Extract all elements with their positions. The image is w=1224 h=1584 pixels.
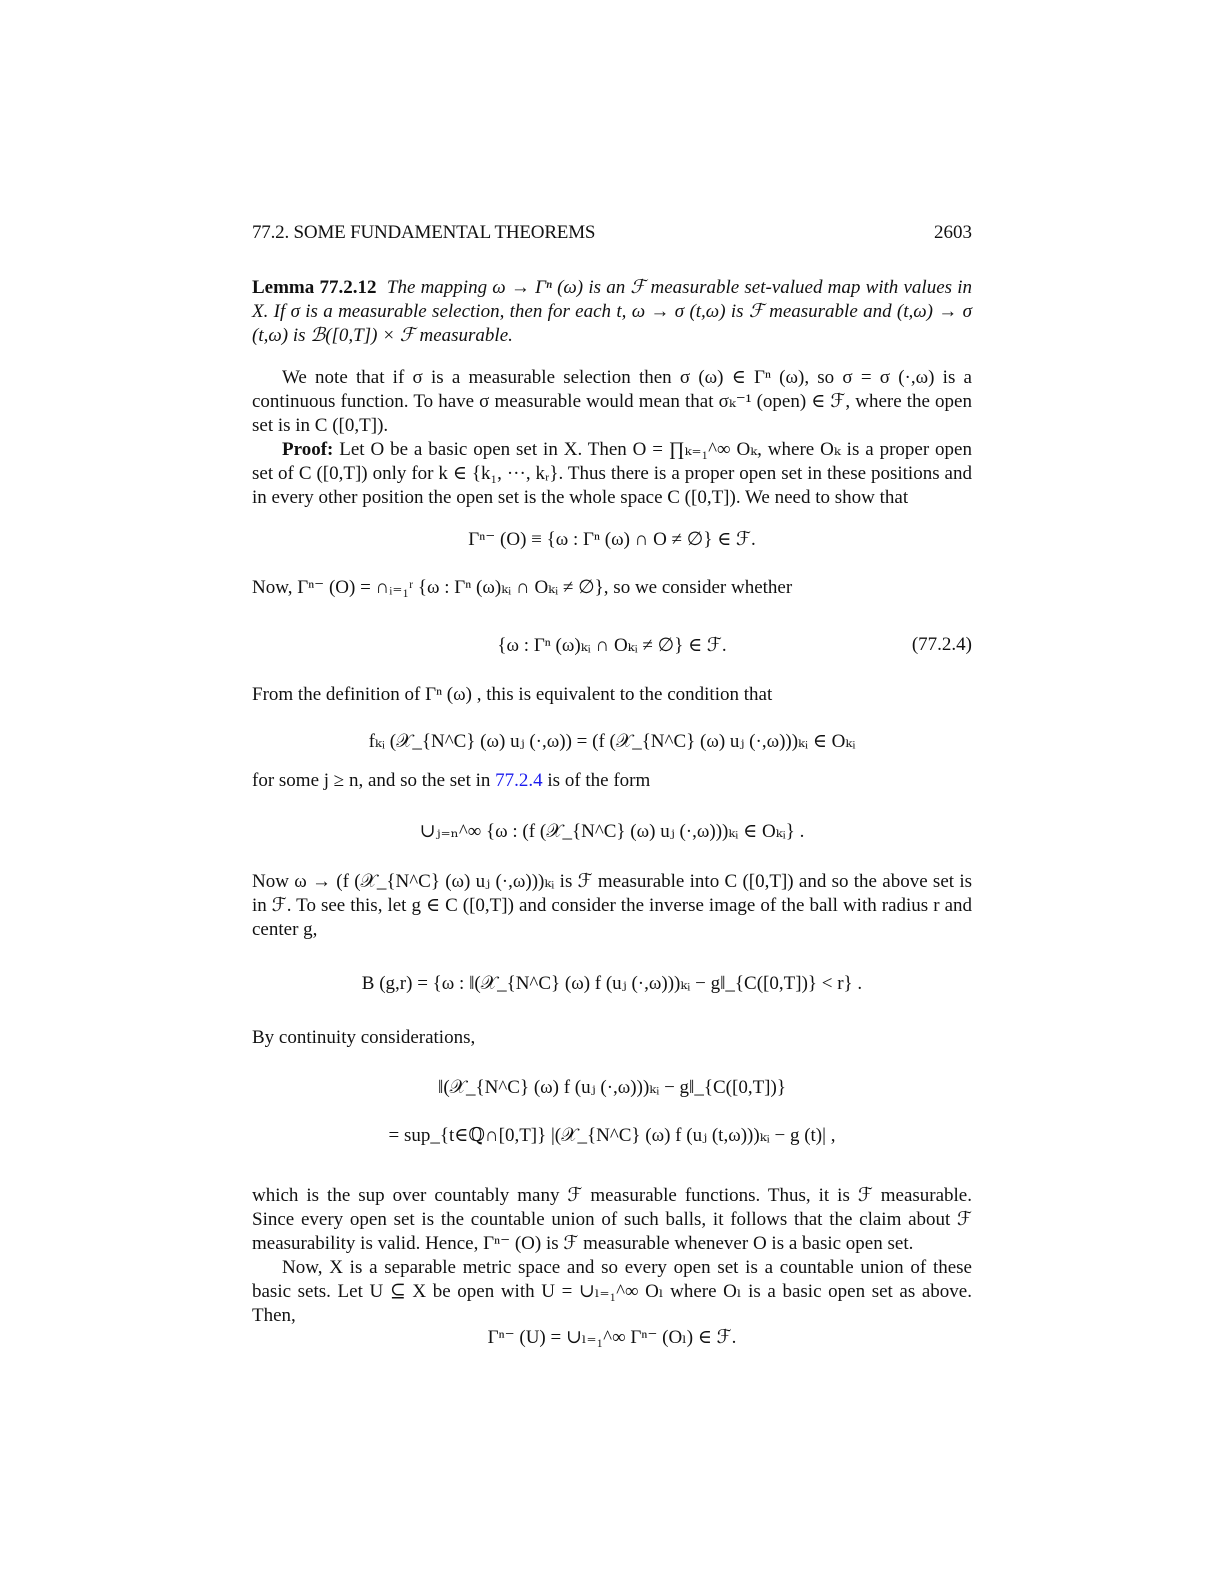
lemma-label: Lemma 77.2.12 — [252, 277, 377, 298]
equation-condition: fₖᵢ (𝒳_{N^C} (ω) uⱼ (·,ω)) = (f (𝒳_{N^C} (ω) uⱼ (·,ω)))ₖᵢ ∈ Oₖᵢ — [368, 731, 856, 752]
equation-77-2-4-body: {ω : Γⁿ (ω)ₖᵢ ∩ Oₖᵢ ≠ ∅} ∈ ℱ. — [497, 635, 727, 656]
page-number: 2603 — [934, 222, 972, 243]
lemma-statement: The mapping ω → Γⁿ (ω) is an ℱ measurable set-valued map with values in X. If σ is a measurable selection, then for each t, ω → σ (t,ω) is ℱ measurable and (t,ω) → σ (t,ω) is ℬ([0,T]) × ℱ measurable. — [252, 277, 973, 346]
equation-ball: B (g,r) = {ω : ‖(𝒳_{N^C} (ω) f (uⱼ (·,ω)))ₖᵢ − g‖_{C([0,T])} < r} . — [361, 973, 863, 994]
running-header — [252, 222, 972, 248]
line-some-j-before: for some j ≥ n, and so the set in — [252, 770, 491, 791]
equation-norm-top: ‖(𝒳_{N^C} (ω) f (uⱼ (·,ω)))ₖᵢ − g‖_{C([0,T])} — [438, 1077, 786, 1098]
line-some-j-after: is of the form — [547, 770, 651, 791]
equation-final: Γⁿ⁻ (U) = ∪ₗ₌₁^∞ Γⁿ⁻ (Oₗ) ∈ ℱ. — [487, 1327, 737, 1348]
line-intersection: Now, Γⁿ⁻ (O) = ∩ᵢ₌₁ʳ {ω : Γⁿ (ω)ₖᵢ ∩ Oₖᵢ ≠ ∅}, so we consider whether — [252, 577, 793, 598]
equation-norm-sup: = sup_{t∈ℚ∩[0,T]} |(𝒳_{N^C} (ω) f (uⱼ (t,ω)))ₖᵢ − g (t)| , — [388, 1125, 836, 1146]
proof-text: Let O be a basic open set in X. Then O = ∏ₖ₌₁^∞ Oₖ, where Oₖ is a proper open set of C ([0,T]) only for k ∈ {k₁, ···, kᵣ}. Thus there is a proper open set in these positions and in every other position the open set is the whole space C ([0,T]). We need to show that — [252, 439, 972, 508]
paragraph-sup: which is the sup over countably many ℱ measurable functions. Thus, it is ℱ measurable. Since every open set is the countable union of such balls, it follows that the claim about ℱ measurability is valid. Hence, Γⁿ⁻ (O) is ℱ measurable whenever O is a basic open set. — [252, 1185, 972, 1254]
paragraph-separable: Now, X is a separable metric space and so every open set is a countable union of these basic sets. Let U ⊆ X be open with U = ∪ₗ₌₁^∞ Oₗ where Oₗ is a basic open set as above. Then, — [252, 1257, 972, 1326]
paragraph-ball: Now ω → (f (𝒳_{N^C} (ω) uⱼ (·,ω)))ₖᵢ is ℱ measurable into C ([0,T]) and so the above set is in ℱ. To see this, let g ∈ C ([0,T]) and consider the inverse image of the ball with radius r and center g, — [252, 871, 972, 940]
lemma-block — [252, 276, 972, 348]
line-continuity: By continuity considerations, — [252, 1027, 476, 1048]
equation-gamma-inverse: Γⁿ⁻ (O) ≡ {ω : Γⁿ (ω) ∩ O ≠ ∅} ∈ ℱ. — [468, 529, 756, 550]
equation-union-set: ∪ⱼ₌ₙ^∞ {ω : (f (𝒳_{N^C} (ω) uⱼ (·,ω)))ₖᵢ ∈ Oₖᵢ} . — [419, 821, 805, 842]
line-some-j — [252, 770, 972, 792]
line-definition: From the definition of Γⁿ (ω) , this is equivalent to the condition that — [252, 684, 773, 705]
proof-paragraph — [252, 438, 972, 510]
section-title: 77.2. SOME FUNDAMENTAL THEOREMS — [252, 222, 596, 243]
equation-number: (77.2.4) — [911, 634, 972, 655]
paragraph-selection: We note that if σ is a measurable selection then σ (ω) ∈ Γⁿ (ω), so σ = σ (·,ω) is a continuous function. To have σ measurable would mean that σₖ⁻¹ (open) ∈ ℱ, where the open set is in C ([0,T]). — [252, 367, 972, 436]
equation-reference-link[interactable]: 77.2.4 — [495, 770, 543, 791]
proof-label: Proof: — [282, 439, 334, 460]
equation-77-2-4 — [252, 634, 972, 657]
